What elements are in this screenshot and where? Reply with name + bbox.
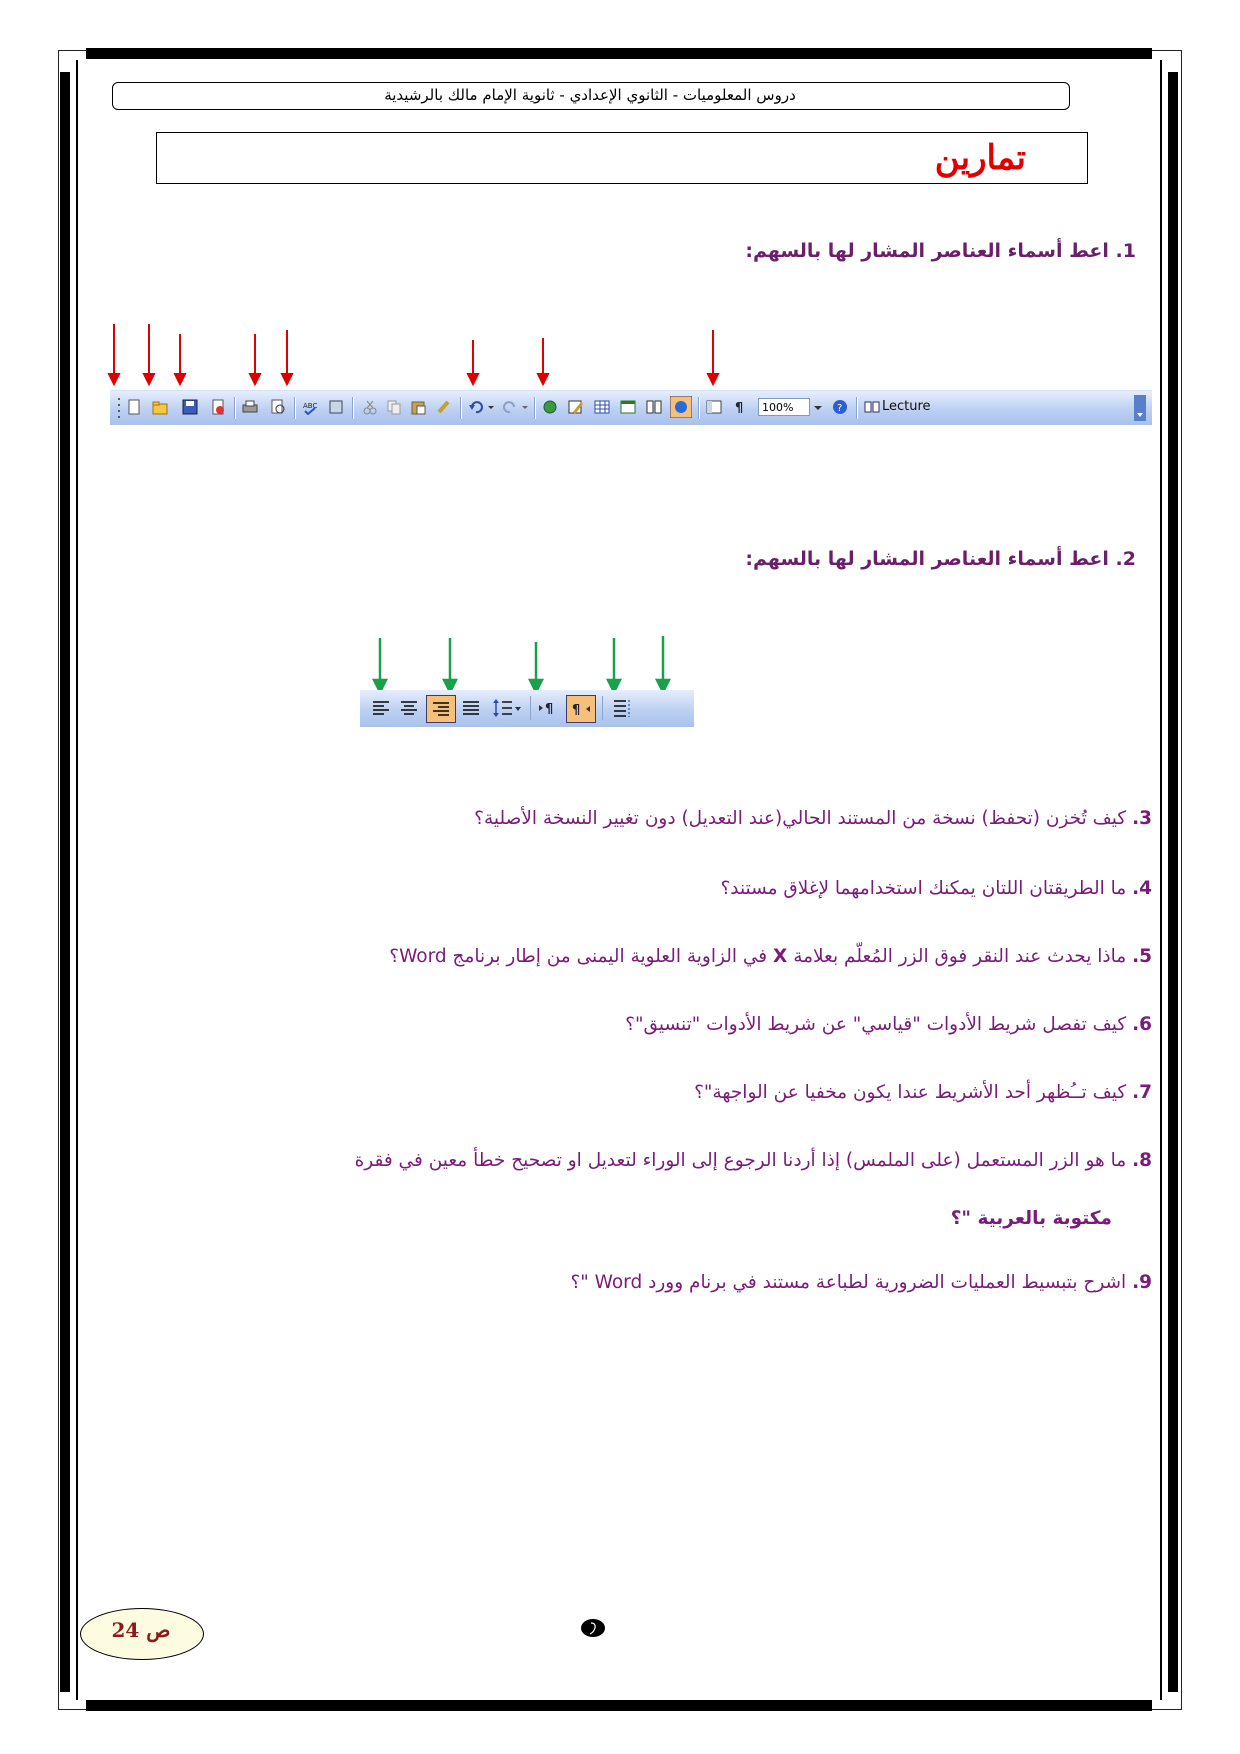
arrow-icon [144, 374, 154, 384]
lecture-button[interactable] [882, 399, 931, 414]
print-icon[interactable] [242, 399, 258, 415]
toolbar-separator [352, 397, 354, 419]
question-number: 4. [1132, 878, 1152, 899]
read-icon[interactable] [864, 399, 880, 415]
grip-icon[interactable] [116, 395, 122, 421]
question-text: ما هو الزر المستعمل (على الملمس) إذا أردنا الرجوع إلى الوراء لتعديل او تصحيح خطأ معين في فقرة [354, 1150, 1127, 1171]
question-text: اعط أسماء العناصر المشار لها بالسهم: [745, 548, 1109, 570]
question-number: 1. [1115, 240, 1136, 262]
question-text: اعط أسماء العناصر المشار لها بالسهم: [745, 240, 1109, 262]
question-8-continuation: مكتوبة بالعربية "؟ [950, 1208, 1112, 1229]
question-6 [625, 1014, 1152, 1035]
cut-icon[interactable] [362, 399, 378, 415]
document-map-icon[interactable] [706, 399, 722, 415]
format-painter-icon[interactable] [436, 399, 452, 415]
zoom-value: 100% [762, 401, 794, 414]
help-icon[interactable] [832, 399, 848, 415]
standard-toolbar [110, 390, 1152, 425]
rtl-text-direction-button[interactable] [566, 695, 596, 723]
ltr-text-direction-icon[interactable] [538, 699, 560, 717]
toolbar-separator [294, 397, 296, 419]
svg-text:?: ? [837, 403, 843, 414]
columns-icon[interactable] [646, 399, 662, 415]
toolbar-options-icon[interactable] [1134, 395, 1146, 421]
paste-icon[interactable] [410, 399, 426, 415]
align-right-button[interactable] [426, 695, 456, 723]
lecture-label: Lecture [882, 399, 931, 414]
question-text-part-b: في الزاوية العلوية اليمنى من إطار برنامج Word؟ [389, 946, 768, 967]
question-number: 2. [1115, 548, 1136, 570]
new-document-icon[interactable] [126, 399, 142, 415]
toolbar-separator [602, 696, 603, 720]
arrow-icon [250, 374, 260, 384]
frame-right-bar [1168, 72, 1178, 1692]
undo-dropdown-icon[interactable] [486, 399, 496, 415]
svg-text:¶: ¶ [572, 703, 581, 718]
save-icon[interactable] [182, 399, 198, 415]
hyperlink-icon[interactable] [542, 399, 558, 415]
question-3 [474, 808, 1152, 829]
frame-inner-left [76, 60, 78, 1700]
copy-icon[interactable] [386, 399, 402, 415]
question-number: 6. [1132, 1014, 1152, 1035]
svg-text:ABC: ABC [303, 402, 318, 410]
question-text: كيف تُخزن (تحفظ) نسخة من المستند الحالي(عند التعديل) دون تغيير النسخة الأصلية؟ [474, 808, 1127, 829]
question-number: 5. [1132, 946, 1152, 967]
redo-dropdown-icon[interactable] [520, 399, 530, 415]
question-8 [355, 1150, 1152, 1171]
question-2 [745, 548, 1136, 570]
question-text: كيف تــُظهر أحد الأشريط عندا يكون مخفيا عن الواجهة"؟ [694, 1082, 1127, 1103]
align-center-icon[interactable] [400, 700, 418, 716]
justify-icon[interactable] [462, 700, 480, 716]
toolbar-separator [530, 696, 531, 720]
frame-top-bar [86, 48, 1152, 59]
question-1 [745, 240, 1136, 262]
toolbar-separator [698, 397, 700, 419]
arrow-icon [538, 374, 548, 384]
question-9 [570, 1272, 1152, 1293]
question-text: ما الطريقتان اللتان يمكنك استخدامهما لإغلاق مستند؟ [720, 878, 1127, 899]
question-number: 3. [1132, 808, 1152, 829]
question-text-x: X [773, 946, 788, 967]
toolbar-separator [234, 397, 236, 419]
align-left-icon[interactable] [372, 700, 390, 716]
frame-bottom-bar [86, 1700, 1152, 1711]
question-number: 8. [1132, 1150, 1152, 1171]
question-7 [694, 1082, 1152, 1103]
research-icon[interactable] [328, 399, 344, 415]
frame-left-bar [60, 72, 70, 1692]
arrow-icon [175, 374, 185, 384]
svg-text:¶: ¶ [735, 401, 744, 415]
formatting-toolbar [360, 690, 694, 727]
footer-ornament-icon [580, 1618, 606, 1638]
insert-table-icon[interactable] [594, 399, 610, 415]
permission-icon[interactable] [210, 399, 226, 415]
line-spacing-icon[interactable] [492, 698, 522, 718]
tables-borders-icon[interactable] [568, 399, 584, 415]
redo-icon[interactable] [502, 399, 518, 415]
show-hide-icon[interactable] [732, 399, 748, 415]
question-4 [720, 878, 1152, 899]
question-text: كيف تفصل شريط الأدوات "قياسي" عن شريط الأدوات "تنسيق"؟ [625, 1014, 1127, 1035]
arrow-icon [282, 374, 292, 384]
header-text: دروس المعلوميات - الثانوي الإعدادي - ثانوية الإمام مالك بالرشيدية [384, 86, 796, 104]
open-folder-icon[interactable] [152, 399, 168, 415]
print-preview-icon[interactable] [270, 399, 286, 415]
svg-text:¶: ¶ [545, 702, 554, 717]
toolbar-separator [856, 397, 858, 419]
align-right-icon [432, 701, 450, 717]
toolbar-separator [460, 397, 462, 419]
arrow-icon [468, 374, 478, 384]
question-text: اشرح بتبسيط العمليات الضرورية لطباعة مستند في برنام وورد Word "؟ [570, 1272, 1127, 1293]
toolbar2-arrows [360, 636, 700, 696]
arrow-icon [109, 374, 119, 384]
question-5 [389, 946, 1152, 967]
insert-excel-icon[interactable] [620, 399, 636, 415]
question-number: 7. [1132, 1082, 1152, 1103]
distributed-align-icon[interactable] [612, 698, 632, 718]
frame-inner-right [1160, 60, 1162, 1700]
spelling-icon[interactable] [302, 399, 318, 415]
drawing-icon[interactable] [670, 396, 692, 418]
toolbar-separator [534, 397, 536, 419]
zoom-dropdown-icon[interactable] [812, 399, 824, 415]
rtl-text-direction-icon [570, 700, 592, 718]
question-number: 9. [1132, 1272, 1152, 1293]
page-title: تمارين [934, 138, 1026, 178]
question-text-part-a: ماذا يحدث عند النقر فوق الزر المُعلّم بعلامة [793, 946, 1127, 967]
undo-icon[interactable] [468, 399, 484, 415]
zoom-box[interactable] [758, 398, 810, 416]
arrow-icon [708, 374, 718, 384]
toolbar1-arrows [100, 320, 750, 390]
page-number: ص 24 [111, 1618, 171, 1642]
